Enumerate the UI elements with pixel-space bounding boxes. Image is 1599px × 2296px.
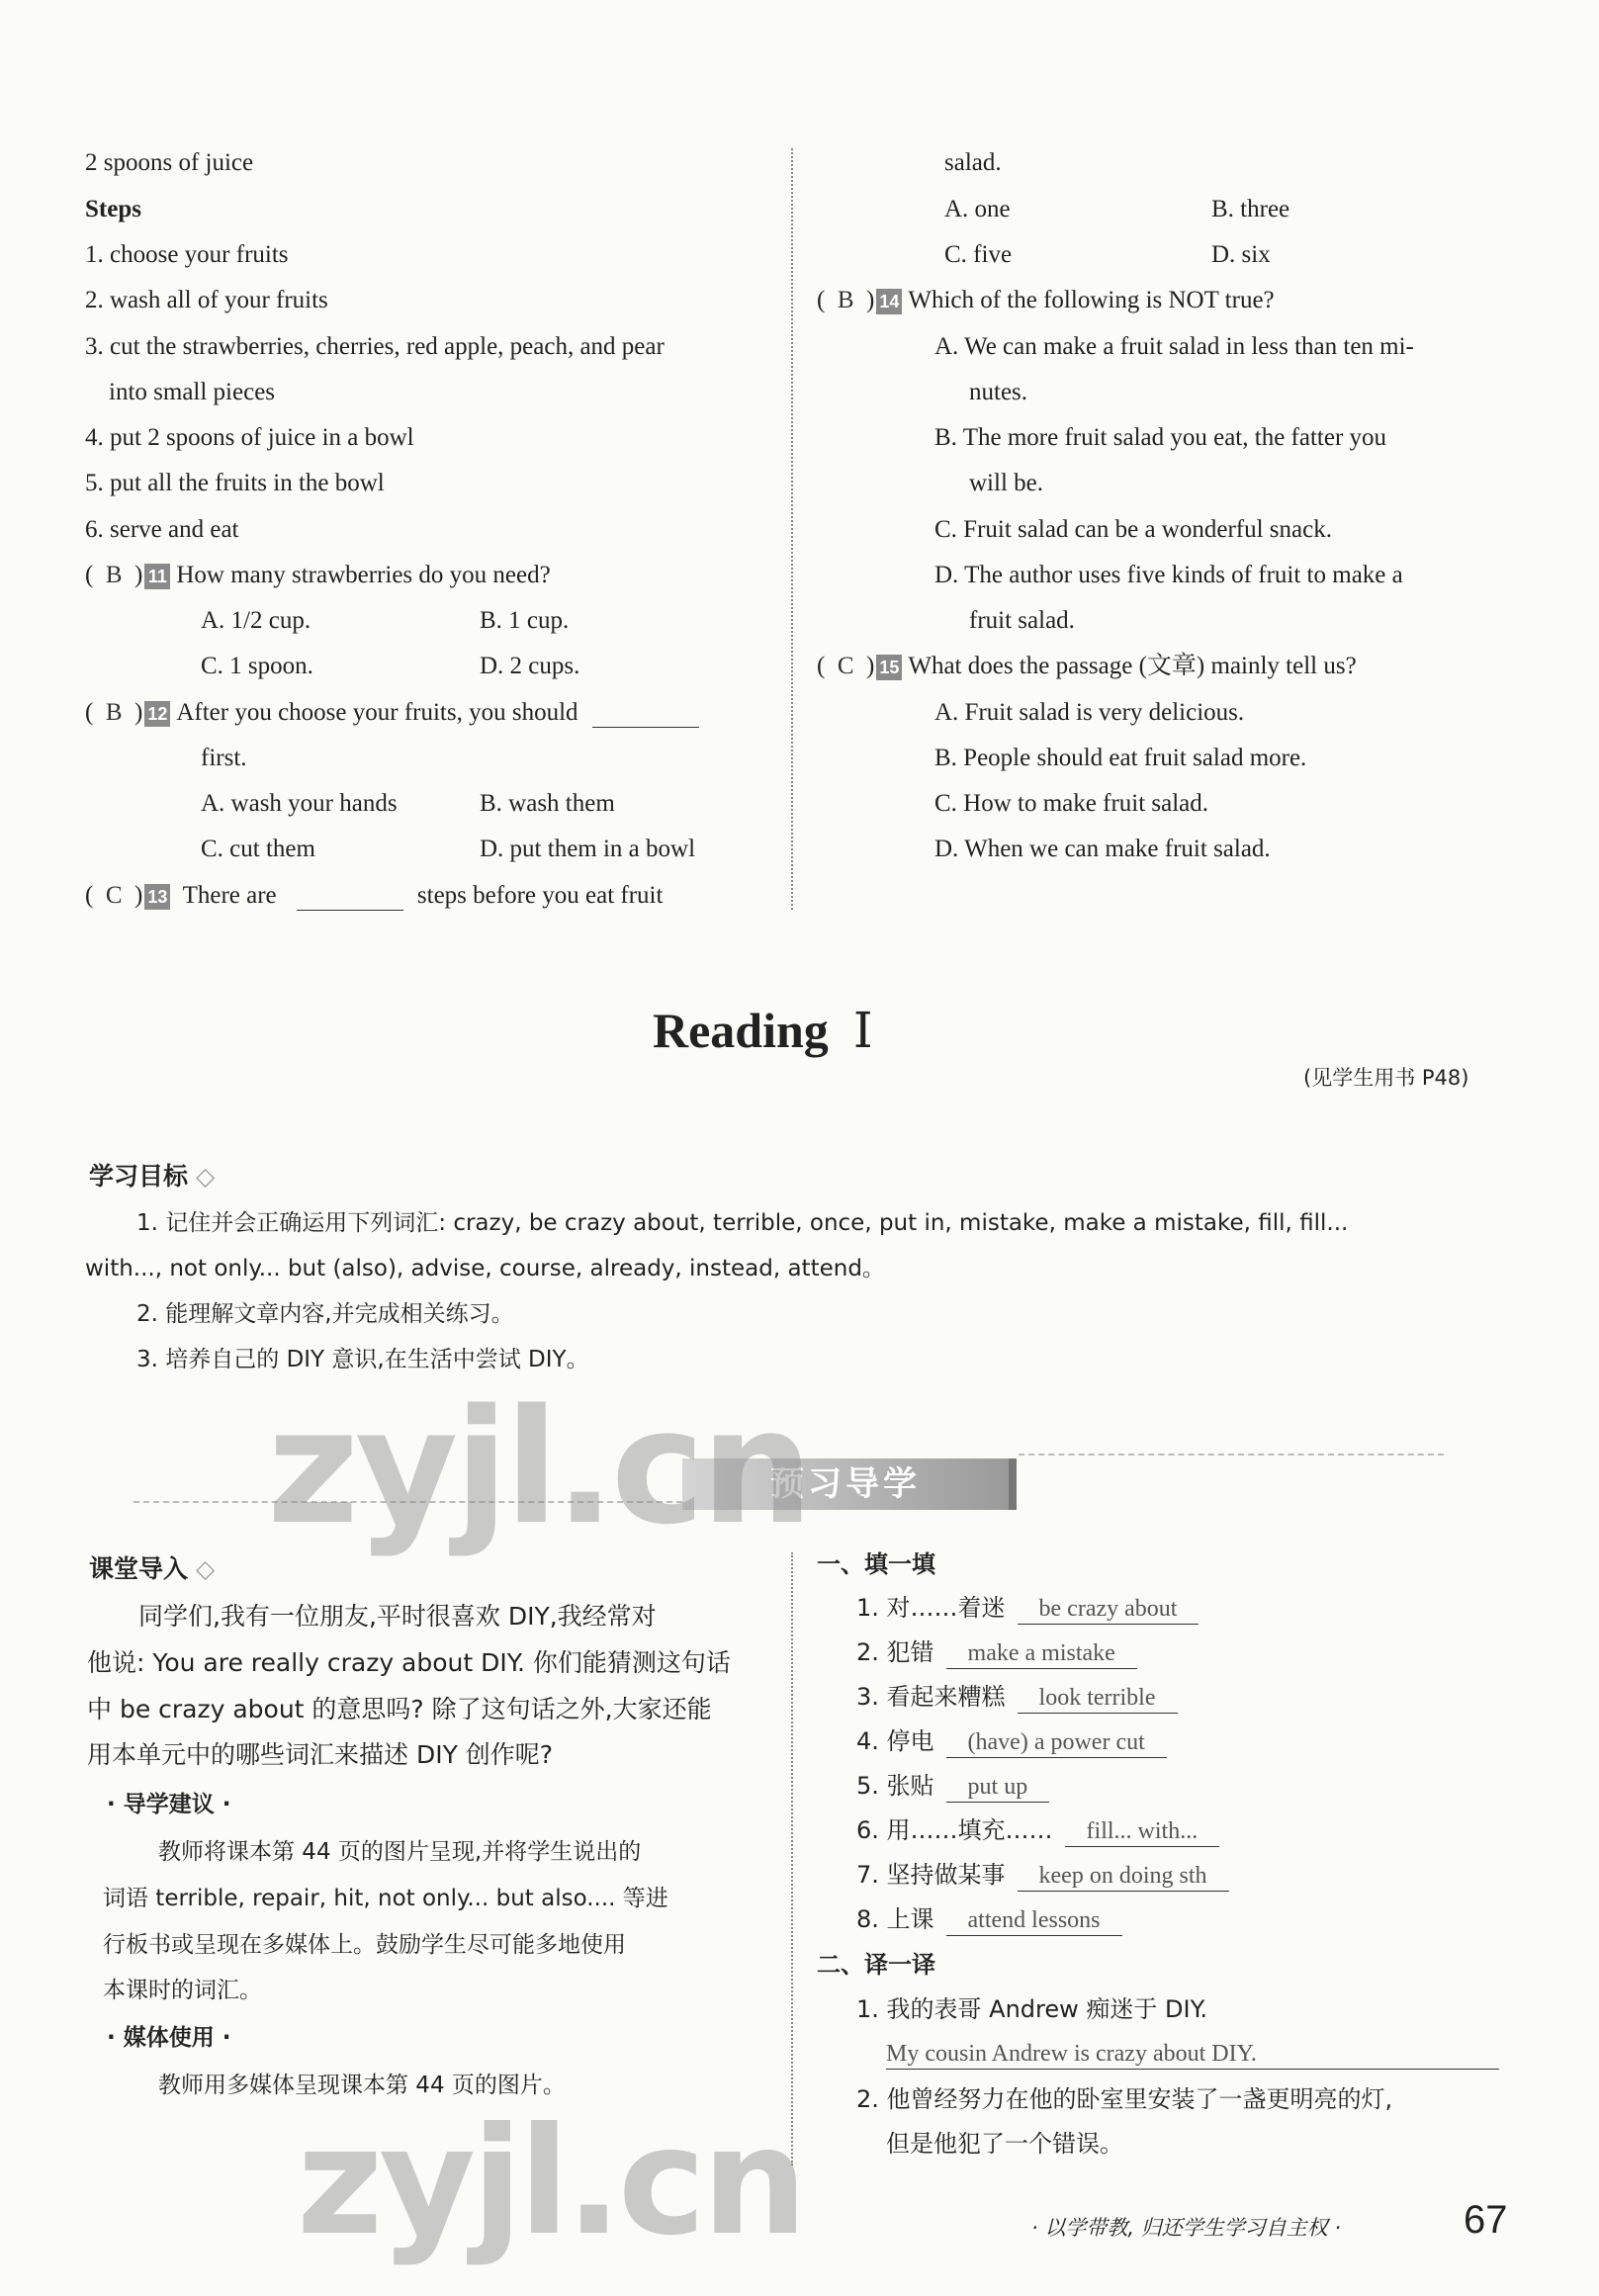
option: A. We can make a fruit salad in less than ten mi- [934,333,1414,360]
option: A. 1/2 cup. [201,607,311,634]
question-11: ( B ) 11 How many strawberries do you need? [85,562,551,588]
intro-heading-text: 课堂导入 [89,1554,189,1583]
watermark: zyjl.cn [267,1374,810,1559]
option: C. five [944,241,1013,268]
option: A. Fruit salad is very delicious. [934,699,1245,726]
objectives-heading [89,1162,215,1192]
option: D. When we can make fruit salad. [934,836,1271,862]
page-number: 67 [1464,2198,1508,2242]
option: B. wash them [480,790,615,817]
option: C. Fruit salad can be a wonderful snack. [934,516,1332,543]
watermark: zyjl.cn [297,2096,804,2268]
fill-prompt: 8. 上课 [856,1905,934,1933]
translate-question: 1. 我的表哥 Andrew 痴迷于 DIY. [856,1995,1207,2023]
answer-15: C [837,653,854,679]
dashed-rule [1019,1454,1444,1456]
intro-line: 用本单元中的哪些词汇来描述 DIY 创作呢? [87,1740,554,1769]
question-15: ( C ) 15 What does the passage (文章) mainly tell us? [817,653,1357,679]
question-text: After you choose your fruits, you should [176,699,578,726]
intro-line: 他说: You are really crazy about DIY. 你们能猜测这句话 [87,1648,731,1677]
step-line: 3. cut the strawberries, cherries, red apple, peach, and pear [85,333,665,360]
question-number-12: 12 [144,701,170,727]
fill-prompt: 7. 坚持做某事 [856,1861,1006,1889]
option: B. People should eat fruit salad more. [934,745,1307,771]
translate-heading: 二、译一译 [817,1951,935,1979]
step-line: 5. put all the fruits in the bowl [85,470,385,496]
option: D. The author uses five kinds of fruit to make a [934,562,1403,588]
question-text: How many strawberries do you need? [176,562,551,588]
objective-line: 1. 记住并会正确运用下列词汇: crazy, be crazy about, terrible, once, put in, mistake, make a mistake, fill, fill... [136,1210,1349,1236]
fill-item [856,1682,1178,1714]
step-line: 4. put 2 spoons of juice in a bowl [85,424,414,451]
question-text: steps before you eat fruit [416,882,664,909]
question-text: There are [182,882,277,909]
fill-item [856,1726,1167,1758]
diamond-icon: ◇ [188,1162,216,1191]
option: will be. [969,470,1043,496]
guide-line: 行板书或呈现在多媒体上。鼓励学生尽可能多地使用 [103,1932,626,1958]
fill-answer[interactable]: attend lessons [946,1905,1122,1936]
option: A. wash your hands [201,790,398,817]
steps-heading: Steps [85,196,141,222]
fill-answer[interactable]: put up [946,1772,1050,1803]
translate-question: 但是他犯了一个错误。 [886,2130,1123,2158]
question-14: ( B ) 14 Which of the following is NOT true? [817,287,1275,313]
section-title-text: Reading [653,1003,829,1058]
question-number-15: 15 [876,655,902,680]
section-title-roman: Ⅰ [852,1003,873,1058]
intro-heading [89,1554,215,1584]
option: nutes. [969,379,1028,405]
fill-item [856,1860,1229,1892]
fill-item [856,1904,1122,1936]
question-text: Which of the following is NOT true? [908,287,1275,313]
intro-line: 同学们,我有一位朋友,平时很喜欢 DIY,我经常对 [138,1602,657,1631]
option: B. three [1211,196,1290,222]
question-13: ( C ) 13 There are steps before you eat fruit [85,882,664,909]
question-continuation: first. [201,745,247,771]
option: B. The more fruit salad you eat, the fatter you [934,424,1387,451]
question-number-13: 13 [144,884,170,910]
option: fruit salad. [969,607,1075,634]
media-heading: · 媒体使用 · [107,2025,231,2051]
fill-prompt: 4. 停电 [856,1727,934,1755]
option: C. 1 spoon. [201,653,313,679]
answer-blank[interactable] [297,886,403,911]
guide-line: 本课时的词汇。 [103,1978,262,2003]
option: C. cut them [201,836,315,862]
section-title [653,1001,873,1060]
column-divider [791,148,793,910]
objective-line: with..., not only... but (also), advise, course, already, instead, attend。 [85,1256,885,1281]
objectives-heading-text: 学习目标 [89,1162,189,1191]
textbook-reference: (见学生用书 P48) [1303,1066,1469,1090]
column-divider [791,1552,793,2165]
fill-prompt: 3. 看起来糟糕 [856,1683,1006,1711]
step-line: into small pieces [109,379,276,405]
question-text: What does the passage (文章) mainly tell us? [908,653,1357,679]
answer-13: C [105,882,123,909]
fill-heading: 一、填一填 [817,1550,935,1578]
fill-item [856,1771,1049,1803]
fill-answer[interactable]: (have) a power cut [946,1727,1167,1758]
fill-item [856,1593,1199,1625]
guide-line: 词语 terrible, repair, hit, not only... but also.... 等进 [103,1886,668,1911]
step-line: 1. choose your fruits [85,241,289,268]
intro-line: 中 be crazy about 的意思吗? 除了这句话之外,大家还能 [87,1695,712,1723]
question-number-14: 14 [876,289,902,314]
option: D. 2 cups. [480,653,580,679]
fill-answer[interactable]: keep on doing sth [1018,1861,1229,1892]
step-line: 6. serve and eat [85,516,239,543]
translate-answer[interactable]: My cousin Andrew is crazy about DIY. [886,2039,1499,2070]
fill-answer[interactable]: fill... with... [1065,1816,1220,1847]
option: D. put them in a bowl [480,836,696,862]
diamond-icon: ◇ [188,1554,216,1583]
fill-item [856,1815,1219,1847]
answer-11: B [105,562,123,588]
objective-line: 2. 能理解文章内容,并完成相关练习。 [136,1301,514,1327]
question-continuation: salad. [944,149,1002,176]
fill-prompt: 6. 用……填充…… [856,1816,1053,1844]
fill-prompt: 5. 张贴 [856,1772,934,1800]
fill-prompt: 1. 对……着迷 [856,1594,1006,1622]
fill-item [856,1637,1137,1669]
ingredient-line: 2 spoons of juice [85,149,254,176]
answer-14: B [837,287,854,313]
footer-motto: · 以学带教, 归还学生学习自主权 · [1031,2216,1342,2240]
option: B. 1 cup. [480,607,570,634]
answer-12: B [105,699,123,726]
option: C. How to make fruit salad. [934,790,1209,817]
step-line: 2. wash all of your fruits [85,287,328,313]
answer-blank[interactable] [592,703,699,728]
fill-answer[interactable]: be crazy about [1018,1594,1199,1625]
question-number-11: 11 [144,564,170,589]
fill-answer[interactable]: make a mistake [946,1638,1137,1669]
translate-question: 2. 他曾经努力在他的卧室里安装了一盏更明亮的灯, [856,2085,1393,2113]
media-line: 教师用多媒体呈现课本第 44 页的图片。 [158,2073,566,2098]
question-12: ( B ) 12 After you choose your fruits, you should [85,698,699,728]
option: D. six [1211,241,1271,268]
objective-line: 3. 培养自己的 DIY 意识,在生活中尝试 DIY。 [136,1347,589,1372]
preview-banner: 预习导学 [682,1458,1017,1510]
fill-answer[interactable]: look terrible [1018,1683,1178,1714]
guide-line: 教师将课本第 44 页的图片呈现,并将学生说出的 [158,1839,642,1865]
fill-prompt: 2. 犯错 [856,1638,934,1666]
guide-heading: · 导学建议 · [107,1792,231,1817]
option: A. one [944,196,1011,222]
